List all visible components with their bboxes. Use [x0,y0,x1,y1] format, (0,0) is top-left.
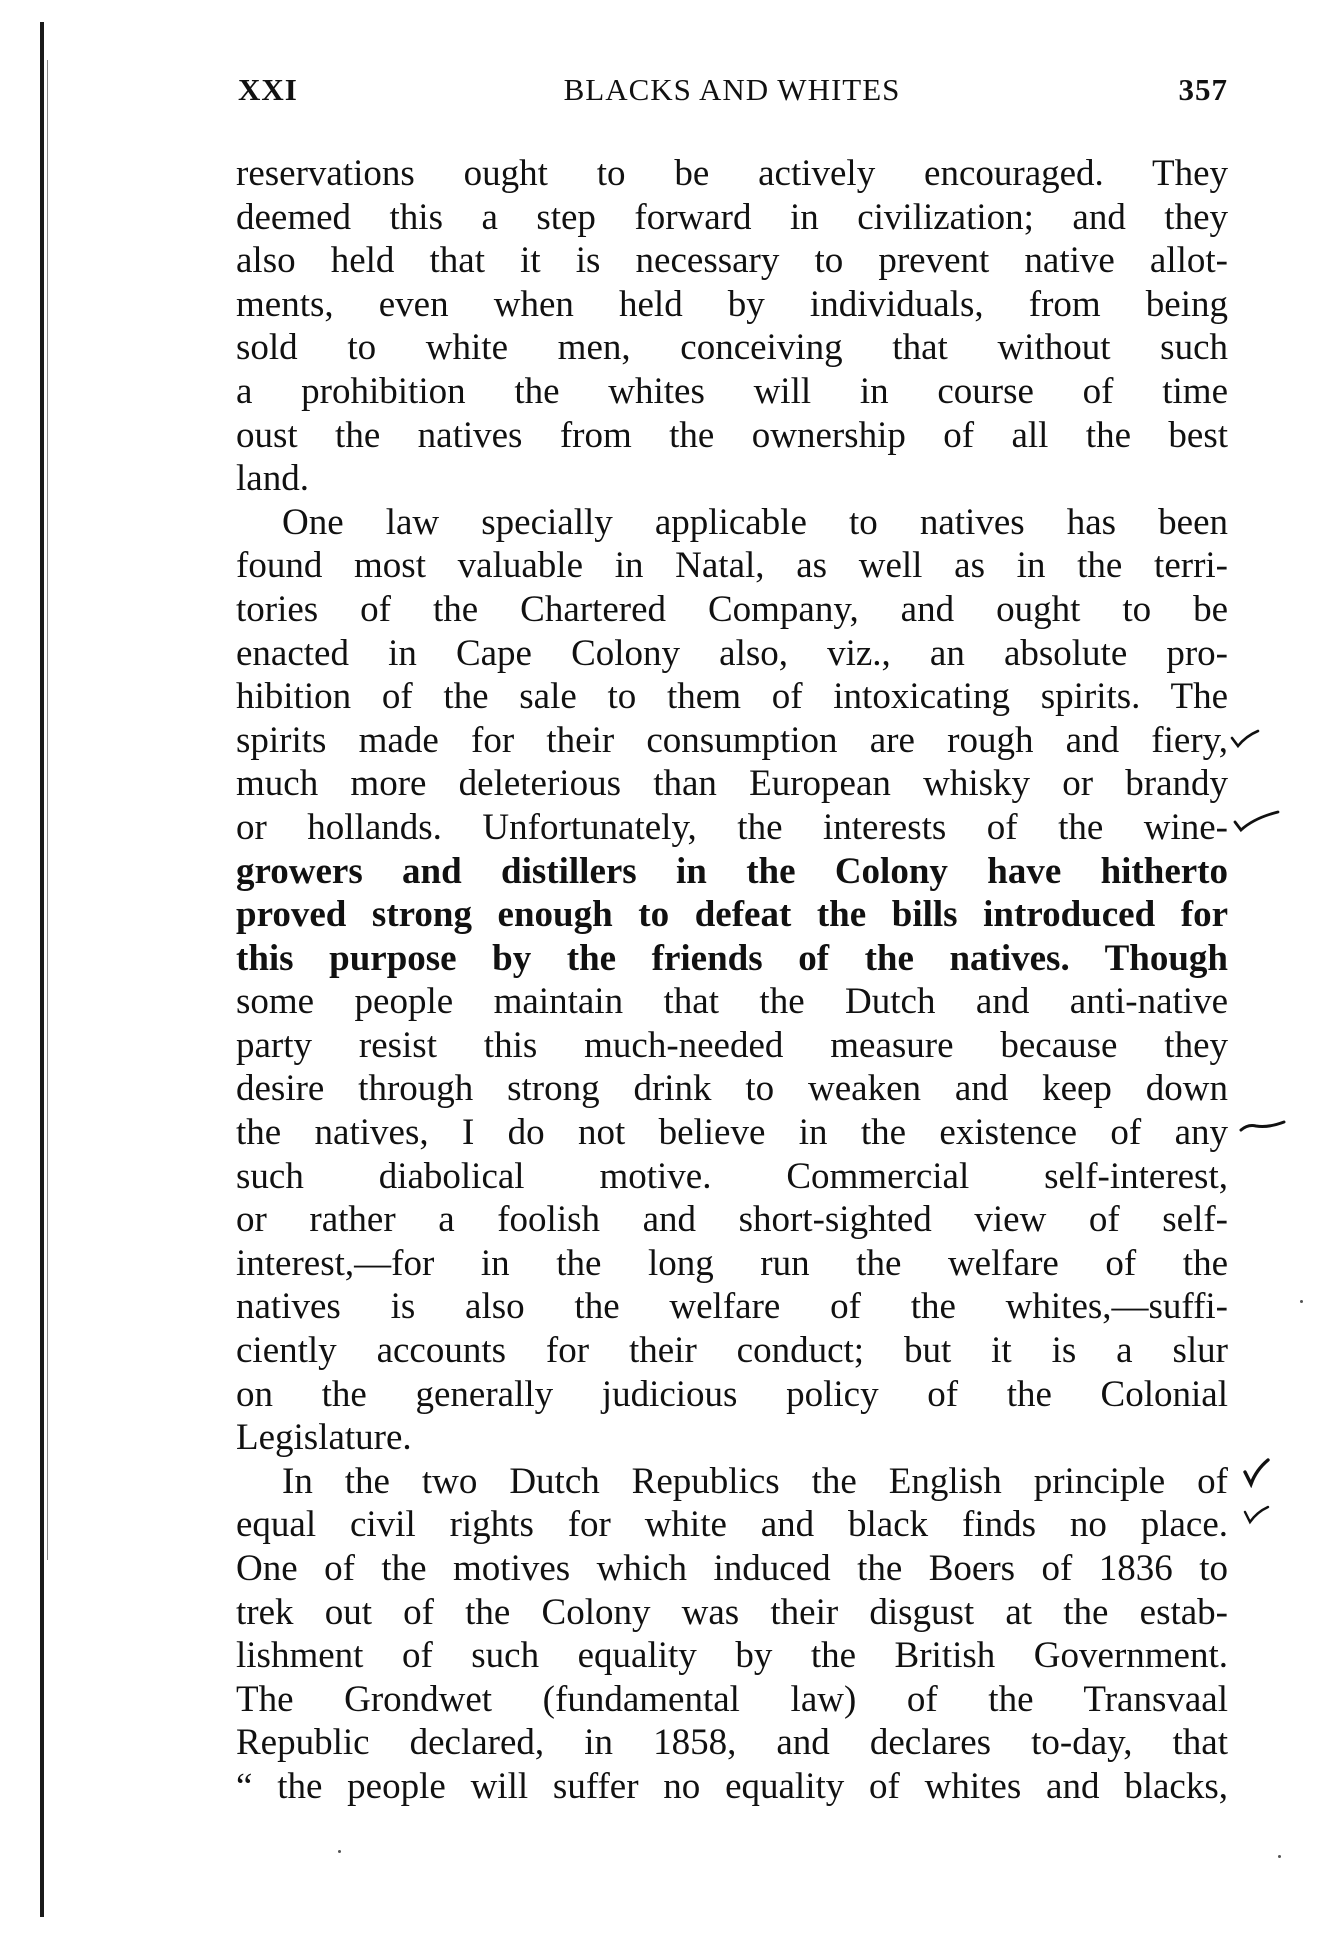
text-line: on the generally judicious policy of the Colonial [236,1373,1228,1415]
margin-annotations [1224,0,1334,1940]
paper-speck [1278,1855,1281,1858]
text-line: some people maintain that the Dutch and anti-native [236,981,1228,1023]
checkmark-icon [1242,1502,1270,1526]
checkmark-icon [1242,1458,1270,1488]
text-line: ments, even when held by individuals, from being [236,283,1228,325]
text-line: One law specially applicable to natives has been [282,501,1228,543]
text-line: Republic declared, in 1858, and declares to-day, that [236,1722,1228,1764]
text-line: this purpose by the friends of the natives. Though [236,937,1228,979]
binding-shadow [47,60,48,1560]
text-line: oust the natives from the ownership of all the best [236,414,1228,456]
text-line: the natives, I do not believe in the existence of any [236,1112,1228,1154]
text-line: hibition of the sale to them of intoxicating spirits. The [236,676,1228,718]
text-line: proved strong enough to defeat the bills introduced for [236,894,1228,936]
text-line: such diabolical motive. Commercial self-interest, [236,1155,1228,1197]
text-line: much more deleterious than European whisky or brandy [236,763,1228,805]
text-line: growers and distillers in the Colony have hitherto [236,850,1228,892]
text-line: One of the motives which induced the Boers of 1836 to [236,1548,1228,1589]
text-line: trek out of the Colony was their disgust at the estab- [236,1591,1228,1633]
text-line: enacted in Cape Colony also, viz., an absolute pro- [236,632,1228,674]
body-text [236,152,1228,1809]
text-line: The Grondwet (fundamental law) of the Transvaal [236,1678,1228,1720]
text-line: Legislature. [236,1417,412,1459]
text-line: lishment of such equality by the British Government. [236,1635,1228,1677]
text-line: ciently accounts for their conduct; but it is a slur [236,1330,1228,1372]
text-line: In the two Dutch Republics the English principle of [282,1460,1228,1502]
text-line: found most valuable in Natal, as well as in the terri- [236,545,1228,587]
text-line: reservations ought to be actively encouraged. They [236,153,1228,194]
text-line: a prohibition the whites will in course of time [236,370,1228,412]
text-line: natives is also the welfare of the whites,—suffi- [236,1286,1228,1328]
text-line: equal civil rights for white and black finds no place. [236,1504,1228,1546]
text-line: land. [236,458,309,500]
text-line: desire through strong drink to weaken and keep down [236,1068,1228,1110]
binding-edge [40,22,44,1917]
page-number: 357 [1178,72,1228,107]
text-line: interest,—for in the long run the welfare of the [236,1242,1228,1284]
chapter-number: XXI [238,72,298,107]
text-line: also held that it is necessary to prevent native allot- [236,240,1228,282]
checkmark-icon [1230,728,1260,750]
checkmark-icon [1232,808,1280,834]
text-line: or rather a foolish and short-sighted view of self- [236,1199,1228,1241]
text-line: deemed this a step forward in civilization; and they [236,196,1228,238]
dash-mark-icon [1238,1118,1286,1138]
paper-speck [338,1850,341,1853]
text-line: “ the people will suffer no equality of whites and blacks, [236,1765,1228,1807]
running-title: BLACKS AND WHITES [563,72,901,107]
text-line: sold to white men, conceiving that without such [236,327,1228,369]
paper-speck [1300,1300,1303,1303]
text-line: or hollands. Unfortunately, the interests of the wine- [236,806,1228,848]
text-line: tories of the Chartered Company, and ought to be [236,588,1228,630]
text-line: spirits made for their consumption are rough and fiery, [236,719,1228,761]
text-line: party resist this much-needed measure because they [236,1024,1228,1066]
running-head [236,72,1228,112]
